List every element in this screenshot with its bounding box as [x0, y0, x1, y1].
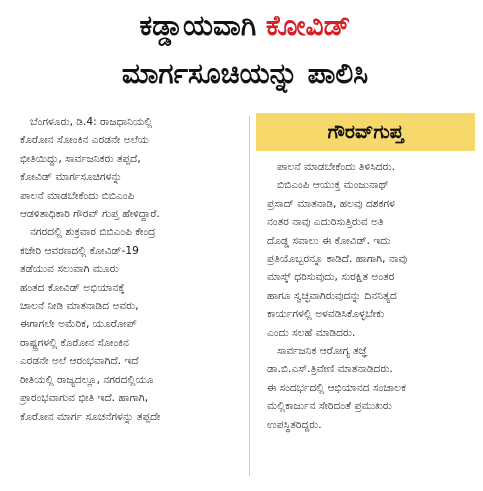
- article-line: ಕೋವಿಡ್ ಮಾರ್ಗಸೂಚಿಗಳನ್ನು: [20, 171, 123, 184]
- article-line: ಪ್ರಾರಂಭವಾಗುವ ಭೀತಿ ಇದೆ. ಹಾಗಾಗಿ,: [20, 392, 149, 405]
- article-line: ನಂತರ ನಾವು ಎದುರಿಸುತ್ತಿರುವ ಅತಿ: [267, 216, 384, 229]
- headline-line-2: ಮಾರ್ಗಸೂಚಿಯನ್ನು ಪಾಲಿಸಿ: [121, 57, 369, 90]
- column-divider: [249, 116, 250, 476]
- article-line: ದೊಡ್ಡ ಸವಾಲು ಈ ಕೋವಿಡ್. ಇದು: [267, 234, 391, 247]
- article-line: ಆಡಳಿತಾಧಿಕಾರಿ ಗೌರವ್ ಗುಪ್ತ ಹೇಳಿದ್ದಾರೆ.: [20, 208, 160, 221]
- article-line: ರೀತಿಯಲ್ಲಿ ರಾಜ್ಯದಲ್ಲೂ, ನಗರದಲ್ಲಿಯೂ: [20, 373, 154, 386]
- article-line: ಪ್ರಸಾದ್ ಮಾತನಾಡಿ, ಹಲವು ದಶಕಗಳ: [267, 197, 395, 210]
- byline-name: ಗೌರವ್‌ಗುಪ್ತ: [327, 121, 404, 143]
- article-left-column: [10, 113, 242, 426]
- article-line: ಎಂದು ಸಲಹೆ ಮಾಡಿದರು.: [267, 326, 356, 339]
- article-line: ಹಂತದ ಕೋವಿಡ್ ಅಭಿಯಾನಕ್ಕೆ: [20, 281, 125, 294]
- article-line: ಮಾಸ್ಕ್ ಧರಿಸುವುದು, ಸುರಕ್ಷಿತ ಅಂತರ: [267, 271, 395, 284]
- article-line: ಈಗಾಗಲೇ ಅಮೆರಿಕ, ಯೂರೋಪ್: [20, 318, 137, 331]
- article-line: ರಾಷ್ಟ್ರಗಳಲ್ಲಿ ಕೊರೋನ ಸೋಂಕಿನ: [20, 336, 129, 349]
- article-line: ಪ್ರತಿಯೊಬ್ಬರನ್ನೂ ಕಾಡಿದೆ. ಹಾಗಾಗಿ, ನಾವು: [267, 253, 408, 266]
- article-line: ಭೀತಿಯಿದ್ದು, ಸಾರ್ವಜನಿಕರು ತಪ್ಪದೆ,: [20, 152, 141, 165]
- article-line: ಕಚೇರಿ ಆವರಣದಲ್ಲಿ ಕೋವಿಡ್-19: [20, 244, 139, 257]
- article-line: ನಗರದಲ್ಲಿ ಶುಕ್ರವಾರ ಬಿಬಿಎಂಪಿ ಕೇಂದ್ರ: [30, 226, 156, 239]
- article-line: ಎರಡನೇ ಅಲೆ ಆರಂಭವಾಗಿದೆ. ಇದೆ: [20, 355, 139, 368]
- article-line: ಡಾ.ಬಿ.ಎಸ್.ತ್ರಿವೇಣಿ ಮಾತನಾಡಿದರು.: [267, 363, 393, 376]
- article-line: ಕಾರ್ಯಗಳಲ್ಲಿ ಅಳವಡಿಸಿಕೊಳ್ಳಬೇಕು: [267, 308, 385, 321]
- article-paragraph: [10, 113, 242, 223]
- article-line: ಕೊರೋನ ಮಾರ್ಗ ಸೂಚನೆಗಳನ್ನು ತಪ್ಪದೇ: [20, 410, 161, 423]
- article-paragraph: [10, 223, 242, 425]
- headline-text-red: ಕೋವಿಡ್: [265, 9, 351, 42]
- article-line: ಮಲ್ಲಿಕಾರ್ಜುನ ಸೇರಿದಂತೆ ಪ್ರಮುಖರು: [267, 400, 392, 413]
- article-line: ಹಾಗೂ ಸ್ವಚ್ಛವಾಗಿರುವುದನ್ನು ದಿನನಿತ್ಯದ: [267, 289, 397, 302]
- headline-line-1: [30, 9, 460, 42]
- article-line: ತಡೆಯುವ ಸಲುವಾಗಿ ಮೂರು: [20, 263, 119, 276]
- article-line: ಕೊರೋನ ಸೋಂಕಿನ ಎರಡನೇ ಅಲೆಯ: [20, 134, 149, 147]
- article-paragraph: [257, 342, 475, 434]
- article-paragraph: [257, 176, 475, 342]
- article-line: ಸಾರ್ವಜನಿಕ ಆರೋಗ್ಯ ತಜ್ಞೆ: [277, 345, 368, 358]
- article-line: ಪಾಲನೆ ಮಾಡಬೇಕೆಂದು ಬಿಬಿಎಂಪಿ: [20, 189, 135, 202]
- article-line: ಬಿಬಿಎಂಪಿ ಆಯುಕ್ತ ಮಂಜುನಾಥ್: [277, 179, 389, 192]
- article-line: ಚಾಲನೆ ನೀಡಿ ಮಾತನಾಡಿದ ಅವರು,: [20, 300, 139, 313]
- headline-text-black: ಕಡ್ಡಾಯವಾಗಿ: [139, 9, 266, 42]
- article-right-column: [257, 158, 475, 434]
- article-line: ಈ ಸಂದರ್ಭದಲ್ಲಿ ಆಭಿಯಾನದ ಸಂಚಾಲಕ: [267, 381, 406, 394]
- article-line: ಪಾಲನೆ ಮಾಡಬೇಕೆಂದು ತಿಳಿಸಿದರು.: [277, 161, 396, 173]
- article-line: ಉಪಸ್ಥಿತರಿದ್ದರು.: [267, 418, 322, 431]
- byline-box: [256, 113, 475, 151]
- article-paragraph: [257, 158, 475, 176]
- article-line: ಬೆಂಗಳೂರು, ಡಿ.4: ರಾಜಧಾನಿಯಲ್ಲಿ: [30, 116, 153, 128]
